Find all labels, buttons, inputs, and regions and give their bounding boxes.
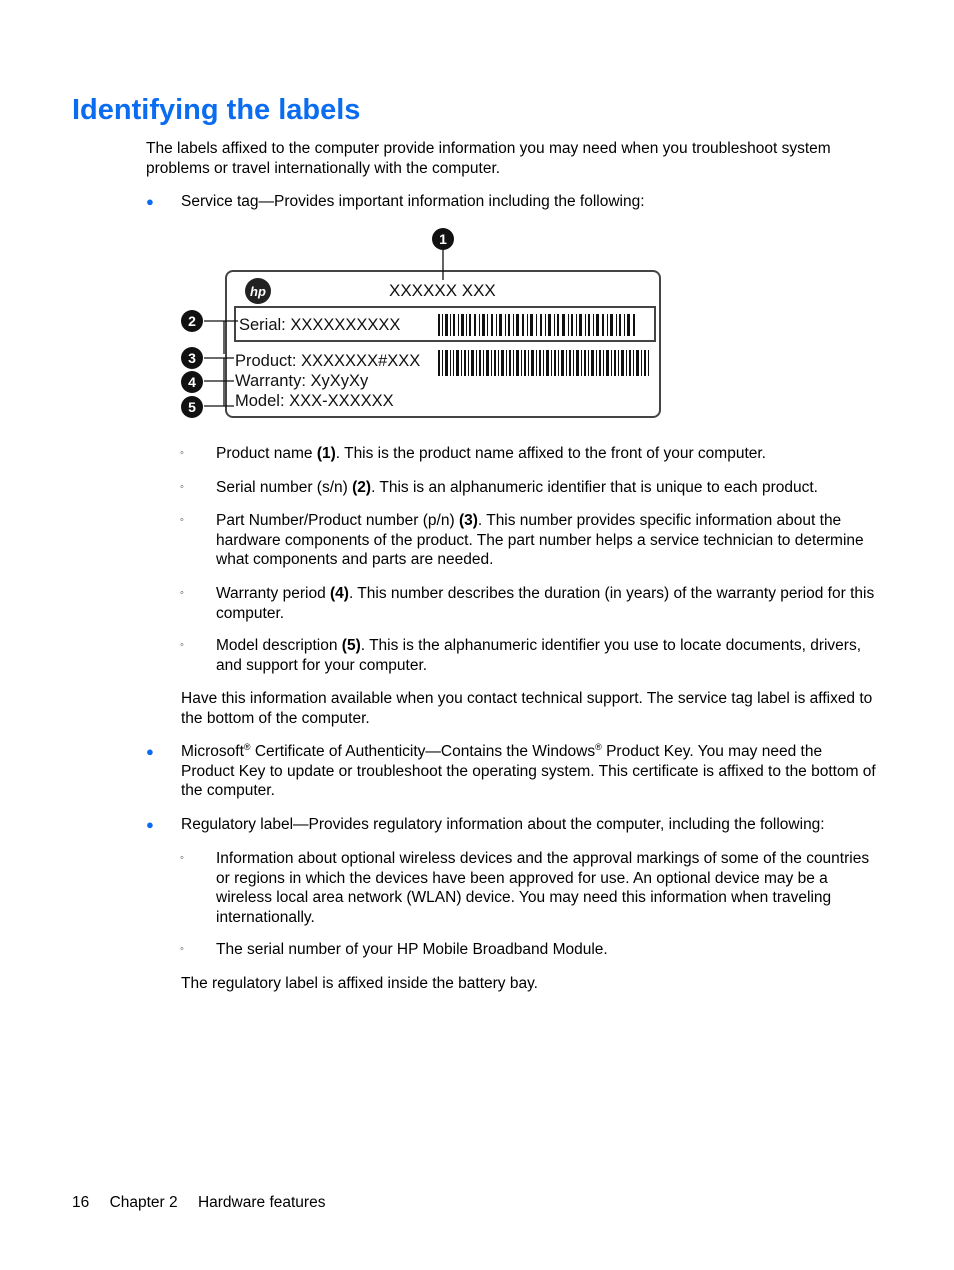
list-item: Part Number/Product number (p/n) (3). This number provides specific information about the hardware components of the product. The part number helps a service technician to determine what components and parts are needed. [216, 512, 864, 568]
list-item: Information about optional wireless devices and the approval markings of some of the countries or regions in which the devices have been approved for use. An optional device may be a wireless local area network (WLAN) device. You may need this information when traveling internationally. [216, 850, 870, 926]
service-tag-text: Service tag—Provides important information including the following: [181, 193, 645, 210]
callout-3-icon [181, 347, 203, 369]
coa-text: Microsoft® Certificate of Authenticity—Contains the Windows® Product Key. You may need the Product Key to update or troubleshoot the operating system. This certificate is affixed to the bottom of the computer. [181, 741, 876, 799]
list-item: Product name (1). This is the product name affixed to the front of your computer. [216, 445, 766, 462]
page-number: 16 [72, 1194, 90, 1211]
intro-paragraph: The labels affixed to the computer provide information you may need when you troubleshoot system problems or travel internationally with the computer. [146, 140, 831, 177]
svg-text:2: 2 [188, 313, 196, 329]
product-text: Product: XXXXXXX#XXX [235, 352, 421, 370]
sub-bullet-icon: ◦ [180, 514, 184, 526]
callout-2-icon [181, 310, 203, 332]
svg-text:3: 3 [188, 350, 196, 366]
service-tag-figure [176, 222, 666, 422]
sub-bullet-icon: ◦ [180, 639, 184, 651]
model-text: Model: XXX-XXXXXX [235, 392, 394, 410]
chapter-label: Chapter 2 [109, 1194, 178, 1211]
sub-bullet-icon: ◦ [180, 481, 184, 493]
hp-logo-text: hp [250, 284, 266, 299]
bullet-icon: ● [146, 817, 154, 832]
svg-text:4: 4 [188, 374, 196, 390]
section-label: Hardware features [197, 1194, 326, 1211]
svg-text:5: 5 [188, 399, 196, 415]
regulatory-text: Regulatory label—Provides regulatory information about the computer, including the following: [181, 816, 825, 833]
list-item: The serial number of your HP Mobile Broadband Module. [216, 941, 608, 958]
sub-bullet-icon: ◦ [180, 852, 184, 864]
list-item: Warranty period (4). This number describes the duration (in years) of the warranty period for this computer. [216, 585, 875, 622]
sub-bullet-icon: ◦ [180, 587, 184, 599]
regulatory-note: The regulatory label is affixed inside the battery bay. [181, 975, 538, 992]
callout-1-icon [432, 228, 454, 250]
list-item: Serial number (s/n) (2). This is an alphanumeric identifier that is unique to each product. [216, 479, 818, 496]
page-title: Identifying the labels [72, 94, 361, 126]
svg-text:1: 1 [439, 231, 447, 247]
page-footer [72, 1193, 341, 1213]
callout-5-icon [181, 396, 203, 418]
bullet-icon: ● [146, 194, 154, 209]
bullet-icon: ● [146, 744, 154, 759]
warranty-text: Warranty: XyXyXy [235, 372, 369, 390]
top-code-text: XXXXXX XXX [389, 281, 496, 300]
sub-bullet-icon: ◦ [180, 943, 184, 955]
list-item: Model description (5). This is the alphanumeric identifier you use to locate documents, drivers, and support for your computer. [216, 637, 862, 674]
serial-text: Serial: XXXXXXXXXX [239, 316, 401, 334]
callout-4-icon [181, 371, 203, 393]
sub-bullet-icon: ◦ [180, 447, 184, 459]
service-tag-note: Have this information available when you contact technical support. The service tag label is affixed to the bottom of the computer. [181, 690, 873, 727]
